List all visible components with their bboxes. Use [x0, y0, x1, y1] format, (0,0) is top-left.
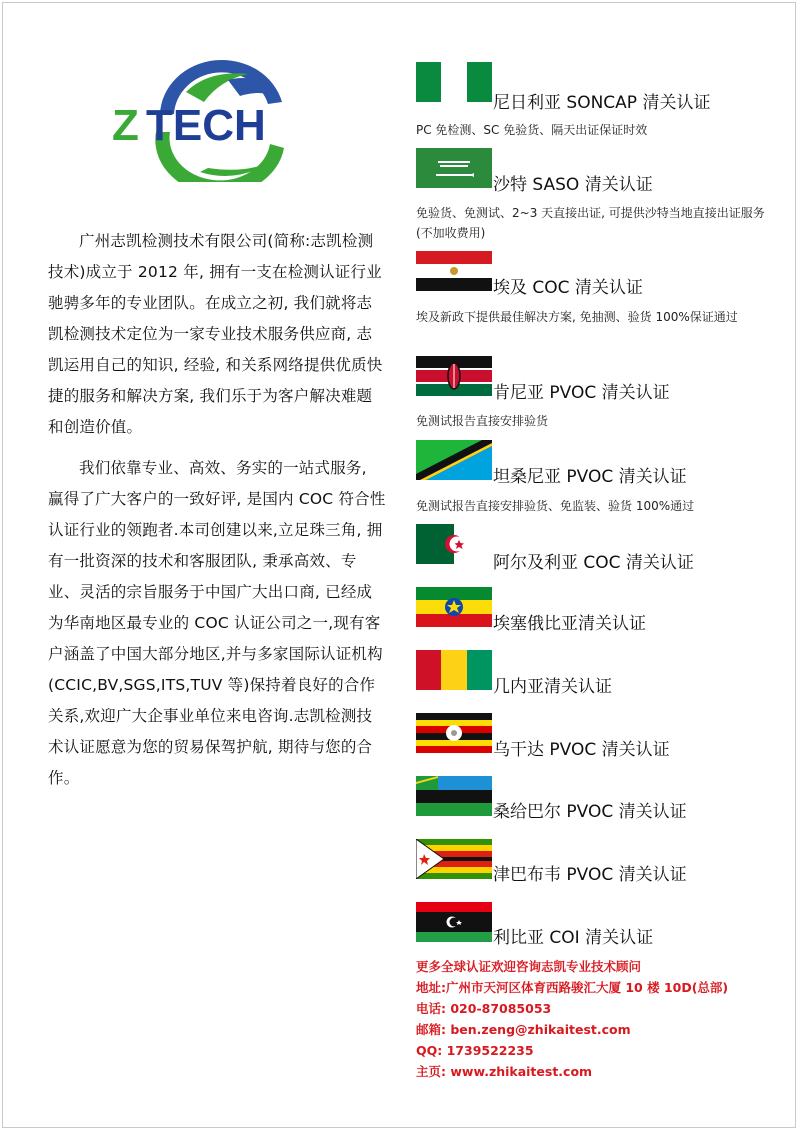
contact-phone[interactable]: 电话: 020-87085053 — [416, 1001, 552, 1016]
contact-qq: QQ: 1739522235 — [416, 1043, 534, 1058]
cert-title-zimbabwe: 津巴布韦 PVOC 清关认证 — [493, 865, 687, 885]
cert-desc-nigeria: PC 免检测、SC 免验货、隔天出证保证时效 — [416, 123, 648, 137]
cert-title-libya: 利比亚 COI 清关认证 — [493, 928, 654, 948]
cert-title-egypt: 埃及 COC 清关认证 — [493, 278, 643, 298]
saudi-flag-icon — [416, 148, 492, 188]
zanzibar-flag-icon — [416, 776, 492, 816]
cert-title-nigeria: 尼日利亚 SONCAP 清关认证 — [493, 93, 711, 113]
intro-paragraph-1: 广州志凯检测技术有限公司(简称:志凯检测技术)成立于 2012 年, 拥有一支在检测认证行业驰骋多年的专业团队。在成立之初, 我们就将志凯检测技术定位为一家专业技术服务供应商, 志凯运用自己的知识, 经验, 和关系网络提供优质快捷的服务和解决方案, 我们乐于为客户解决难题和创造价值。 — [48, 232, 383, 436]
contact-email[interactable]: 邮箱: ben.zeng@zhikaitest.com — [416, 1022, 631, 1037]
cert-title-zanzibar: 桑给巴尔 PVOC 清关认证 — [493, 802, 687, 822]
cert-title-saudi: 沙特 SASO 清关认证 — [493, 175, 653, 195]
intro-paragraph-2: 我们依靠专业、高效、务实的一站式服务, 赢得了广大客户的一致好评, 是国内 COC 符合性认证行业的领跑者.本司创建以来,立足珠三角, 拥有一批资深的技术和客服团队, 秉承高效、专业、灵活的宗旨服务于中国广大出口商, 已经成为华南地区最专业的 COC 认证公司之一,现有客户涵盖了中国大部分地区,并与多家国际认证机构(CCIC,BV,SGS,ITS,TUV 等)保持着良好的合作关系,欢迎广大企事业单位来电咨询.志凯检测技术认证愿意为您的贸易保驾护航, 期待与您的合作。 — [48, 459, 386, 787]
cert-title-kenya: 肯尼亚 PVOC 清关认证 — [493, 383, 670, 403]
libya-flag-icon — [416, 902, 492, 942]
tanzania-flag-icon — [416, 440, 492, 480]
cert-desc-egypt: 埃及新政下提供最佳解决方案, 免抽测、验货 100%保证通过 — [416, 310, 738, 324]
cert-desc-saudi: 免验货、免测试、2~3 天直接出证, 可提供沙特当地直接出证服务 (不加收费用) — [416, 206, 765, 240]
algeria-flag-icon — [416, 524, 492, 564]
cert-title-guinea: 几内亚清关认证 — [493, 677, 612, 697]
svg-text:TECH: TECH — [146, 101, 266, 150]
ethiopia-flag-icon — [416, 587, 492, 627]
guinea-flag-icon — [416, 650, 492, 690]
ztech-logo — [108, 52, 330, 182]
cert-title-algeria: 阿尔及利亚 COC 清关认证 — [493, 553, 694, 573]
contact-homepage[interactable]: 主页: www.zhikaitest.com — [416, 1064, 593, 1079]
cert-title-ethiopia: 埃塞俄比亚清关认证 — [493, 614, 646, 634]
cert-desc-kenya: 免测试报告直接安排验货 — [416, 414, 549, 428]
cert-title-tanzania: 坦桑尼亚 PVOC 清关认证 — [493, 467, 687, 487]
company-intro — [48, 226, 386, 794]
contact-info — [416, 956, 786, 1082]
kenya-flag-icon — [416, 356, 492, 396]
uganda-flag-icon — [416, 713, 492, 753]
zimbabwe-flag-icon — [416, 839, 492, 879]
svg-text:Z: Z — [112, 101, 139, 150]
egypt-flag-icon — [416, 251, 492, 291]
contact-address: 地址:广州市天河区体育西路骏汇大厦 10 楼 10D(总部) — [416, 980, 729, 995]
cert-title-uganda: 乌干达 PVOC 清关认证 — [493, 740, 670, 760]
cert-desc-tanzania: 免测试报告直接安排验货、免监装、验货 100%通过 — [416, 499, 695, 513]
contact-headline: 更多全球认证欢迎咨询志凯专业技术顾问 — [416, 959, 642, 974]
nigeria-flag-icon — [416, 62, 492, 102]
